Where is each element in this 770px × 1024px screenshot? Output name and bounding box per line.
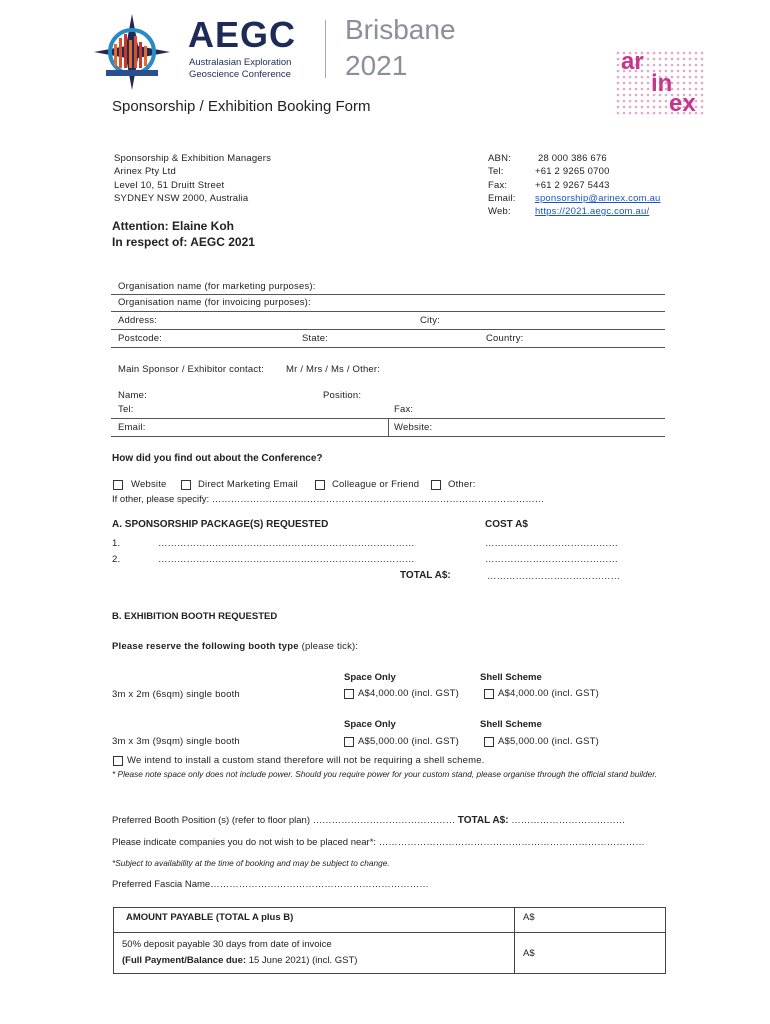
colleague-checkbox[interactable] <box>315 480 325 490</box>
subject-note: *Subject to availability at the time of booking and may be subject to change. <box>112 858 390 868</box>
contact-email-field[interactable]: Email: <box>118 422 146 433</box>
preferred-position-text: Preferred Booth Position (s) (refer to floor plan) ……………………………………… <box>112 815 456 826</box>
booth-2-shell-price: A$5,000.00 (incl. GST) <box>498 736 600 747</box>
booth-2-label: 3m x 3m (9sqm) single booth <box>112 736 240 747</box>
email-label: Email: <box>488 193 516 204</box>
fax-label: Fax: <box>488 180 508 191</box>
city-field[interactable]: City: <box>420 315 440 326</box>
section-b-heading: B. EXHIBITION BOOTH REQUESTED <box>112 611 278 622</box>
booth-1-shell-heading: Shell Scheme <box>480 672 542 683</box>
arinex-ar: ar <box>621 48 644 75</box>
reserve-instruction <box>112 641 358 652</box>
sender-line-2: Arinex Pty Ltd <box>114 166 176 177</box>
not-near-field[interactable]: Please indicate companies you do not wish to be placed near*: ………………………………………………………………………… <box>112 837 645 848</box>
booth-1-shell-price: A$4,000.00 (incl. GST) <box>498 688 600 699</box>
section-a-total-field[interactable]: …………………………………… <box>487 571 620 582</box>
full-payment-date: 15 June 2021) (incl. GST) <box>246 955 358 966</box>
custom-stand-checkbox[interactable] <box>113 756 123 766</box>
deposit-line-1: 50% deposit payable 30 days from date of invoice <box>122 939 332 950</box>
booth-2-shell-checkbox[interactable] <box>484 737 494 747</box>
booth-2-shell-heading: Shell Scheme <box>480 719 542 730</box>
abn-value: 28 000 386 676 <box>538 153 607 164</box>
city-name: Brisbane <box>345 14 456 45</box>
address-field[interactable]: Address: <box>118 315 158 326</box>
find-out-heading: How did you find out about the Conference? <box>112 453 323 464</box>
amount-payable-label: AMOUNT PAYABLE (TOTAL A plus B) <box>126 912 294 923</box>
aegc-logo <box>92 12 322 90</box>
compass-logo-icon <box>92 12 172 92</box>
booth-1-space-checkbox[interactable] <box>344 689 354 699</box>
booth-1-space-heading: Space Only <box>344 672 396 683</box>
abn-label: ABN: <box>488 153 511 164</box>
sponsorship-row-2-field[interactable]: ……………………………………………………………………… <box>158 554 415 565</box>
tel-label: Tel: <box>488 166 504 177</box>
booth-2-space-checkbox[interactable] <box>344 737 354 747</box>
other-specify-field[interactable]: If other, please specify: …………………………………………………………………………………………… <box>112 494 545 505</box>
country-field[interactable]: Country: <box>486 333 524 344</box>
other-checkbox[interactable] <box>431 480 441 490</box>
deposit-line-2 <box>122 953 506 969</box>
logo-subtitle-2: Geoscience Conference <box>189 69 291 80</box>
custom-stand-label: We intend to install a custom stand therefore will not be requiring a shell scheme. <box>127 755 485 766</box>
preferred-position-field[interactable] <box>112 815 625 826</box>
cost-heading: COST A$ <box>485 519 528 530</box>
fax-field[interactable]: Fax: <box>394 404 414 415</box>
title-options[interactable]: Mr / Mrs / Ms / Other: <box>286 364 381 375</box>
deposit-row <box>114 933 666 974</box>
reserve-bold: Please reserve the following booth type <box>112 641 299 652</box>
reserve-normal: (please tick): <box>298 641 359 652</box>
arinex-ex: ex <box>669 90 696 117</box>
web-label: Web: <box>488 206 511 217</box>
other-option: Other: <box>448 479 476 490</box>
section-b-total-field[interactable]: ……………………………… <box>511 815 626 826</box>
logo-text: AEGC <box>188 14 297 55</box>
amount-payable-value[interactable]: A$ <box>515 908 666 933</box>
sponsorship-row-2-number: 2. <box>112 554 121 565</box>
tel-field[interactable]: Tel: <box>118 404 134 415</box>
section-a-total-label: TOTAL A$: <box>400 570 451 581</box>
booth-2-space-price: A$5,000.00 (incl. GST) <box>358 736 460 747</box>
amount-row <box>114 908 666 933</box>
attention-line: Attention: Elaine Koh <box>112 219 234 233</box>
website-field[interactable]: Website: <box>394 422 433 433</box>
main-contact-label: Main Sponsor / Exhibitor contact: <box>118 364 265 375</box>
payment-table <box>113 907 666 974</box>
colleague-option: Colleague or Friend <box>332 479 420 490</box>
logo-subtitle-1: Australasian Exploration <box>189 57 292 68</box>
fax-value: +61 2 9267 5443 <box>535 180 610 191</box>
fascia-name-field[interactable]: Preferred Fascia Name…………………………………………………………… <box>112 879 429 890</box>
position-field[interactable]: Position: <box>323 390 362 401</box>
direct-email-option: Direct Marketing Email <box>198 479 298 490</box>
website-option: Website <box>131 479 167 490</box>
direct-email-checkbox[interactable] <box>181 480 191 490</box>
sponsorship-row-1-field[interactable]: ……………………………………………………………………… <box>158 538 415 549</box>
arinex-logo <box>615 50 705 118</box>
sponsorship-row-1-cost[interactable]: …………………………………… <box>485 538 618 549</box>
tel-value: +61 2 9265 0700 <box>535 166 610 177</box>
name-field[interactable]: Name: <box>118 390 147 401</box>
org-marketing-field[interactable]: Organisation name (for marketing purposes): <box>118 281 316 292</box>
web-link[interactable]: https://2021.aegc.com.au/ <box>535 206 650 217</box>
sponsorship-row-1-number: 1. <box>112 538 121 549</box>
form-title: Sponsorship / Exhibition Booking Form <box>112 98 371 115</box>
website-checkbox[interactable] <box>113 480 123 490</box>
booth-2-space-heading: Space Only <box>344 719 396 730</box>
booth-1-shell-checkbox[interactable] <box>484 689 494 699</box>
sponsorship-row-2-cost[interactable]: …………………………………… <box>485 554 618 565</box>
full-payment-label: (Full Payment/Balance due: <box>122 955 247 966</box>
in-respect-line: In respect of: AEGC 2021 <box>112 235 255 249</box>
state-field[interactable]: State: <box>302 333 329 344</box>
booth-1-label: 3m x 2m (6sqm) single booth <box>112 689 240 700</box>
postcode-field[interactable]: Postcode: <box>118 333 163 344</box>
arinex-in: in <box>651 70 673 97</box>
logo-divider <box>325 20 326 78</box>
deposit-value[interactable]: A$ <box>515 933 666 974</box>
power-note: * Please note space only does not include power. Should you require power for your custom stand, please organise through the official stand builder. <box>112 769 658 779</box>
sender-line-3: Level 10, 51 Druitt Street <box>114 180 225 191</box>
sender-line-1: Sponsorship & Exhibition Managers <box>114 153 272 164</box>
org-invoicing-field[interactable]: Organisation name (for invoicing purposes): <box>118 297 311 308</box>
sender-line-4: SYDNEY NSW 2000, Australia <box>114 193 249 204</box>
email-link[interactable]: sponsorship@arinex.com.au <box>535 193 661 204</box>
event-year: 2021 <box>345 50 408 81</box>
section-b-total-label: TOTAL A$: <box>457 815 509 826</box>
booth-1-space-price: A$4,000.00 (incl. GST) <box>358 688 460 699</box>
section-a-heading: A. SPONSORSHIP PACKAGE(S) REQUESTED <box>112 519 329 530</box>
